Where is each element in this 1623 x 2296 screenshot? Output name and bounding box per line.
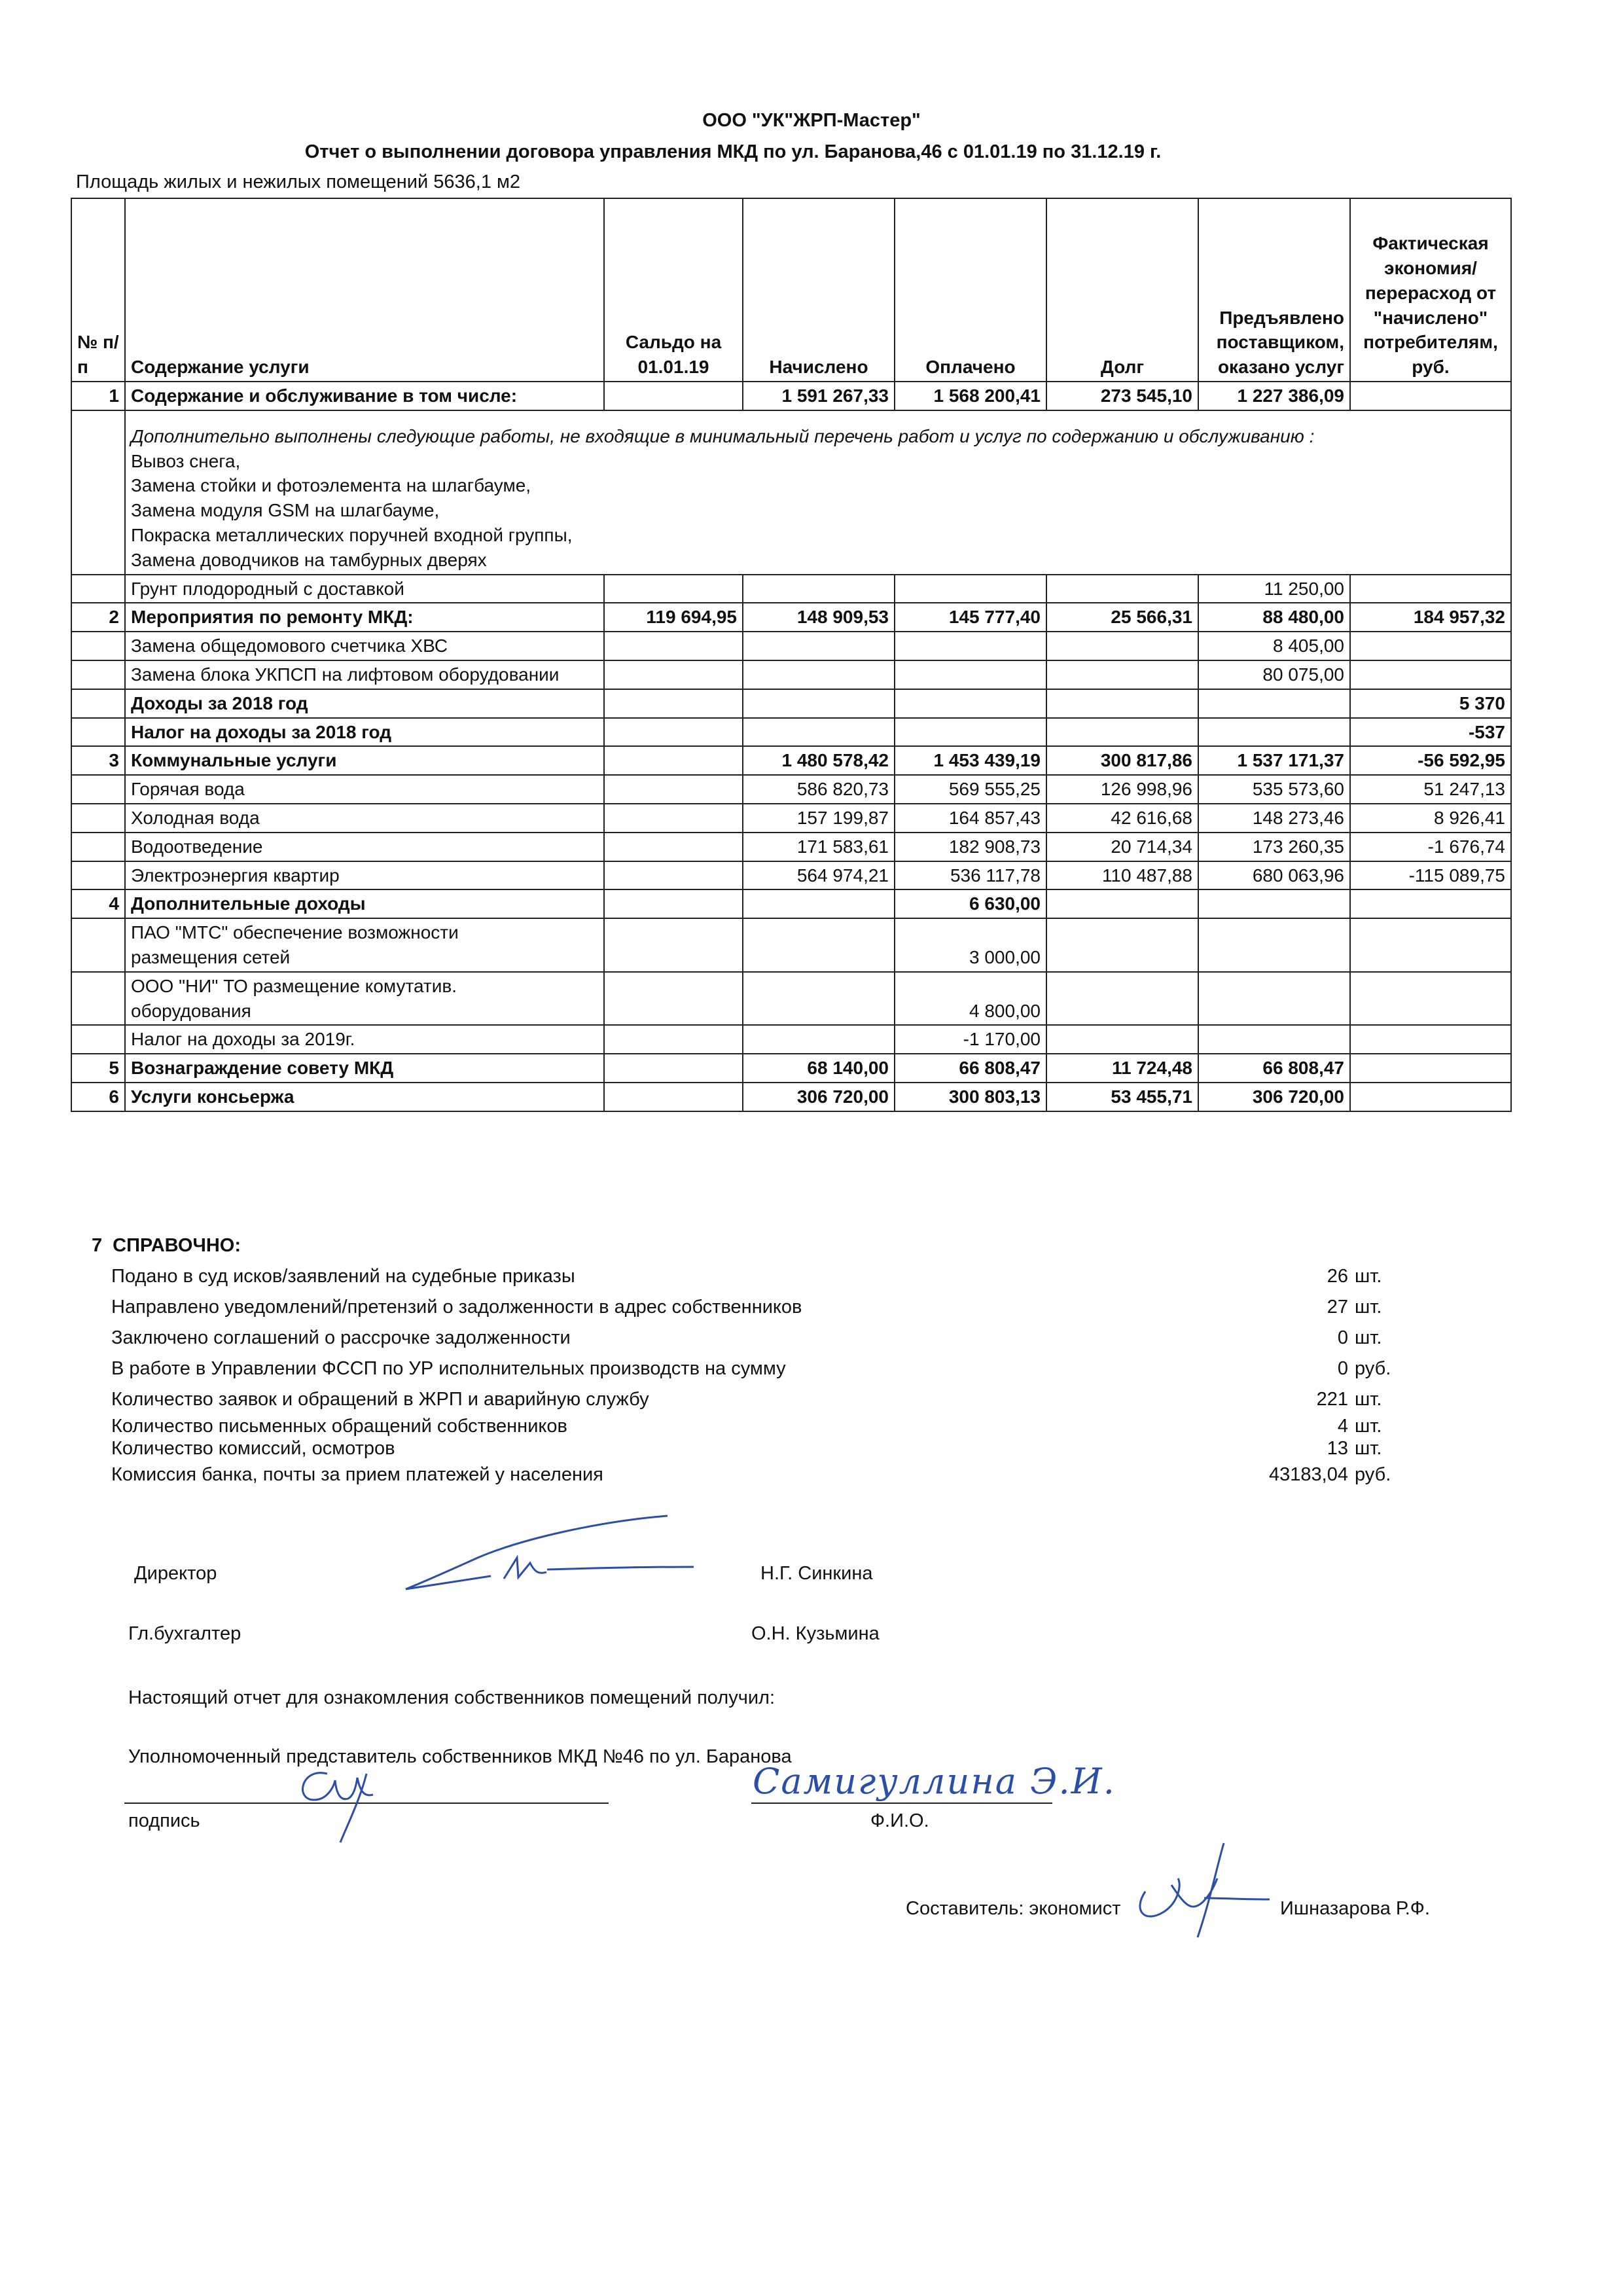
compiler-name: Ишназарова Р.Ф. bbox=[1280, 1898, 1430, 1919]
row-saldo bbox=[604, 382, 743, 410]
reference-item: Заключено соглашений о рассрочке задолженности 0 шт. bbox=[111, 1327, 1382, 1348]
row-name: Водоотведение bbox=[125, 833, 604, 861]
director-name: Н.Г. Синкина bbox=[760, 1563, 873, 1584]
row-name: Замена блока УКПСП на лифтовом оборудовании bbox=[125, 660, 604, 689]
row-supplier: 148 273,46 bbox=[1198, 804, 1350, 833]
row-economy: -1 676,74 bbox=[1350, 833, 1511, 861]
row-charged: 148 909,53 bbox=[743, 603, 895, 632]
reference-item: Подано в суд исков/заявлений на судебные приказы 26 шт. bbox=[111, 1266, 1382, 1287]
row-paid: 6 630,00 bbox=[895, 889, 1046, 918]
row-num: 3 bbox=[71, 746, 125, 775]
table-row bbox=[71, 603, 1511, 632]
header-num: № п/п bbox=[71, 198, 125, 382]
row-debt: 300 817,86 bbox=[1046, 746, 1198, 775]
table-header-row bbox=[71, 198, 1511, 382]
row-name: Грунт плодородный с доставкой bbox=[125, 575, 604, 603]
row-saldo: 119 694,95 bbox=[604, 603, 743, 632]
extra-work-item: Замена доводчиков на тамбурных дверях bbox=[131, 549, 487, 570]
row-paid: 182 908,73 bbox=[895, 833, 1046, 861]
table-row bbox=[71, 918, 1511, 972]
row-name: оборудования bbox=[131, 1000, 251, 1021]
reference-item: Направлено уведомлений/претензий о задолженности в адрес собственников 27 шт. bbox=[111, 1297, 1382, 1318]
row-paid: 4 800,00 bbox=[895, 972, 1046, 1026]
signature-label: подпись bbox=[128, 1810, 200, 1831]
row-economy: -115 089,75 bbox=[1350, 861, 1511, 890]
table-row bbox=[71, 718, 1511, 747]
extra-works-row bbox=[71, 410, 1511, 575]
header-service: Содержание услуги bbox=[125, 198, 604, 382]
table-row bbox=[71, 660, 1511, 689]
row-paid: 569 555,25 bbox=[895, 775, 1046, 804]
table-row bbox=[71, 972, 1511, 1026]
row-paid: 536 117,78 bbox=[895, 861, 1046, 890]
row-supplier: 1 537 171,37 bbox=[1198, 746, 1350, 775]
row-debt: 42 616,68 bbox=[1046, 804, 1198, 833]
row-economy: 5 370 bbox=[1350, 689, 1511, 718]
header-supplier: Предъявлено поставщиком, оказано услуг bbox=[1198, 198, 1350, 382]
table-row bbox=[71, 746, 1511, 775]
row-paid: 1 453 439,19 bbox=[895, 746, 1046, 775]
reference-title: СПРАВОЧНО: bbox=[113, 1235, 241, 1256]
extra-work-item: Замена стойки и фотоэлемента на шлагбауме, bbox=[131, 475, 531, 496]
row-charged: 1 591 267,33 bbox=[743, 382, 895, 410]
row-supplier: 535 573,60 bbox=[1198, 775, 1350, 804]
fio-line bbox=[751, 1803, 1052, 1804]
reference-item: Количество заявок и обращений в ЖРП и аварийную службу 221 шт. bbox=[111, 1389, 1382, 1410]
table-row bbox=[71, 689, 1511, 718]
table-row bbox=[71, 1025, 1511, 1054]
row-charged: 68 140,00 bbox=[743, 1054, 895, 1083]
row-supplier: 11 250,00 bbox=[1198, 575, 1350, 603]
table-row bbox=[71, 1083, 1511, 1111]
row-debt: 20 714,34 bbox=[1046, 833, 1198, 861]
director-title: Директор bbox=[134, 1563, 217, 1584]
row-charged: 306 720,00 bbox=[743, 1083, 895, 1111]
reference-num: 7 bbox=[92, 1235, 103, 1256]
row-name: Вознаграждение совету МКД bbox=[125, 1054, 604, 1083]
table-row bbox=[71, 1054, 1511, 1083]
row-name: Коммунальные услуги bbox=[125, 746, 604, 775]
row-num: 1 bbox=[71, 382, 125, 410]
extra-work-item: Замена модуля GSM на шлагбауме, bbox=[131, 500, 440, 521]
handwritten-fio: Самигуллина Э.И. bbox=[753, 1761, 1116, 1802]
area-text: Площадь жилых и нежилых помещений 5636,1 м2 bbox=[76, 171, 521, 192]
row-num: 6 bbox=[71, 1083, 125, 1111]
header-charged: Начислено bbox=[743, 198, 895, 382]
row-paid: 1 568 200,41 bbox=[895, 382, 1046, 410]
row-name: Содержание и обслуживание в том числе: bbox=[125, 382, 604, 410]
accountant-name: О.Н. Кузьмина bbox=[751, 1623, 880, 1644]
row-supplier: 8 405,00 bbox=[1198, 632, 1350, 660]
representative-text: Уполномоченный представитель собственников МКД №46 по ул. Баранова bbox=[128, 1746, 792, 1767]
row-name: Горячая вода bbox=[125, 775, 604, 804]
header-debt: Долг bbox=[1046, 198, 1198, 382]
row-charged: 586 820,73 bbox=[743, 775, 895, 804]
row-name: Налог на доходы за 2018 год bbox=[125, 718, 604, 747]
row-charged: 564 974,21 bbox=[743, 861, 895, 890]
table-row bbox=[71, 775, 1511, 804]
company-name: ООО "УК"ЖРП-Мастер" bbox=[702, 110, 921, 131]
row-charged: 171 583,61 bbox=[743, 833, 895, 861]
row-paid: 3 000,00 bbox=[895, 918, 1046, 972]
row-paid: 66 808,47 bbox=[895, 1054, 1046, 1083]
extra-work-item: Вывоз снега, bbox=[131, 450, 241, 471]
report-table bbox=[71, 198, 1512, 1112]
reference-item: Количество письменных обращений собственников 4 шт. bbox=[111, 1415, 1382, 1437]
row-name: Холодная вода bbox=[125, 804, 604, 833]
row-debt: 11 724,48 bbox=[1046, 1054, 1198, 1083]
fio-label: Ф.И.О. bbox=[870, 1810, 929, 1831]
row-economy: 184 957,32 bbox=[1350, 603, 1511, 632]
row-supplier: 66 808,47 bbox=[1198, 1054, 1350, 1083]
table-row bbox=[71, 889, 1511, 918]
compiler-text: Составитель: экономист bbox=[906, 1898, 1121, 1919]
reference-item: В работе в Управлении ФССП по УР исполнительных производств на сумму 0 руб. bbox=[111, 1358, 1391, 1379]
row-name: Доходы за 2018 год bbox=[125, 689, 604, 718]
row-supplier: 173 260,35 bbox=[1198, 833, 1350, 861]
row-debt: 53 455,71 bbox=[1046, 1083, 1198, 1111]
compiler-signature bbox=[1126, 1839, 1270, 1944]
row-supplier: 1 227 386,09 bbox=[1198, 382, 1350, 410]
row-economy: -537 bbox=[1350, 718, 1511, 747]
report-title: Отчет о выполнении договора управления МКД по ул. Баранова,46 с 01.01.19 по 31.12.19 г. bbox=[304, 141, 1162, 162]
table-row bbox=[71, 382, 1511, 410]
row-paid: -1 170,00 bbox=[895, 1025, 1046, 1054]
reference-item: Количество комиссий, осмотров 13 шт. bbox=[111, 1437, 1382, 1459]
extra-works-intro: Дополнительно выполнены следующие работы, не входящие в минимальный перечень работ и услуг по содержанию и обслуживанию : bbox=[131, 425, 1315, 446]
row-debt: 110 487,88 bbox=[1046, 861, 1198, 890]
row-name: размещения сетей bbox=[131, 946, 291, 967]
row-supplier: 88 480,00 bbox=[1198, 603, 1350, 632]
row-name: ПАО "МТС" обеспечение возможности bbox=[131, 922, 459, 943]
row-charged: 1 480 578,42 bbox=[743, 746, 895, 775]
row-paid: 300 803,13 bbox=[895, 1083, 1046, 1111]
row-name: Замена общедомового счетчика ХВС bbox=[125, 632, 604, 660]
row-paid: 145 777,40 bbox=[895, 603, 1046, 632]
row-num: 4 bbox=[71, 889, 125, 918]
row-name: Электроэнергия квартир bbox=[125, 861, 604, 890]
table-row bbox=[71, 804, 1511, 833]
row-supplier: 80 075,00 bbox=[1198, 660, 1350, 689]
accountant-title: Гл.бухгалтер bbox=[128, 1623, 241, 1644]
row-charged: 157 199,87 bbox=[743, 804, 895, 833]
row-num: 5 bbox=[71, 1054, 125, 1083]
row-name: ООО "НИ" ТО размещение комутатив. bbox=[131, 975, 457, 996]
row-supplier: 306 720,00 bbox=[1198, 1083, 1350, 1111]
representative-signature bbox=[288, 1761, 393, 1846]
received-text: Настоящий отчет для ознакомления собственников помещений получил: bbox=[128, 1687, 776, 1708]
row-economy: 8 926,41 bbox=[1350, 804, 1511, 833]
table-row bbox=[71, 575, 1511, 603]
extra-work-item: Покраска металлических поручней входной группы, bbox=[131, 524, 573, 545]
header-paid: Оплачено bbox=[895, 198, 1046, 382]
header-saldo: Сальдо на 01.01.19 bbox=[604, 198, 743, 382]
row-num: 2 bbox=[71, 603, 125, 632]
director-signature bbox=[393, 1512, 694, 1597]
row-name: Услуги консьержа bbox=[125, 1083, 604, 1111]
row-supplier: 680 063,96 bbox=[1198, 861, 1350, 890]
reference-item: Комиссия банка, почты за прием платежей у населения 43183,04 руб. bbox=[111, 1464, 1391, 1485]
table-row bbox=[71, 833, 1511, 861]
row-debt: 126 998,96 bbox=[1046, 775, 1198, 804]
row-name: Налог на доходы за 2019г. bbox=[125, 1025, 604, 1054]
table-row bbox=[71, 861, 1511, 890]
row-name: Дополнительные доходы bbox=[125, 889, 604, 918]
table-row bbox=[71, 632, 1511, 660]
header-economy: Фактическая экономия/перерасход от "начислено" потребителям, руб. bbox=[1350, 198, 1511, 382]
row-name: Мероприятия по ремонту МКД: bbox=[125, 603, 604, 632]
row-debt: 25 566,31 bbox=[1046, 603, 1198, 632]
row-paid: 164 857,43 bbox=[895, 804, 1046, 833]
row-economy bbox=[1350, 382, 1511, 410]
row-economy: -56 592,95 bbox=[1350, 746, 1511, 775]
row-debt: 273 545,10 bbox=[1046, 382, 1198, 410]
reference-section bbox=[92, 1230, 1407, 1490]
row-economy: 51 247,13 bbox=[1350, 775, 1511, 804]
